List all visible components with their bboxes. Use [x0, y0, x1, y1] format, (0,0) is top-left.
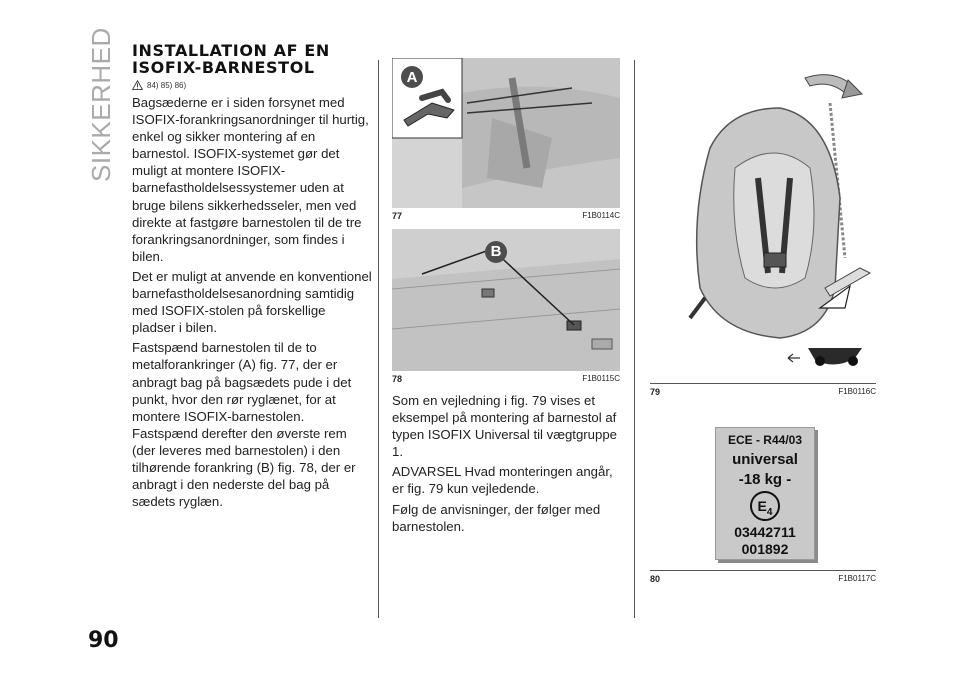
ece-regulation: ECE - R44/03: [727, 433, 803, 447]
paragraph: Som en vejledning i fig. 79 vises et eksempel på montering af barnestol af typen ISOFIX Universal til vægtgruppe 1.: [392, 393, 618, 460]
figure-78-top-tether-anchor: [392, 229, 620, 371]
ece-approval-number: 03442711: [734, 524, 796, 540]
figure-code: F1B0117C: [838, 574, 876, 583]
figure-number: 78: [392, 374, 403, 384]
section-title-line1: INSTALLATION AF EN: [132, 41, 330, 60]
section-tab-label: SIKKERHED: [86, 27, 116, 182]
paragraph: ADVARSEL Hvad monteringen angår, er fig. 79 kun vejledende.: [392, 464, 613, 497]
isofix-anchor-illustration: [392, 58, 620, 208]
figure-77-isofix-anchors: [392, 58, 620, 208]
ece-weight: -18 kg -: [738, 471, 792, 488]
figure-column: [392, 58, 620, 538]
paragraph: Det er muligt at anvende en konventionel barnefastholdelsesanordning samtidig med ISOFIX-stolen på forskellige pladser i bilen.: [132, 268, 372, 336]
figure-number: 77: [392, 211, 403, 221]
figure-caption: [650, 570, 876, 584]
callout-b: B: [490, 243, 502, 260]
ece-e-mark: [750, 491, 780, 521]
section-tab: [86, 27, 116, 182]
callout-a: A: [406, 69, 418, 86]
section-title: [132, 42, 372, 76]
section-title-line2: ISOFIX-BARNESTOL: [132, 58, 315, 77]
figure-column-right: [650, 58, 876, 405]
figure-79-child-seat: [650, 58, 876, 380]
paragraph: Fastspænd barnestolen til de to metalforankringer (A) fig. 77, der er anbragt bag på bagsædets pude i det punkt, hvor den rør ryglænet, for at montere ISOFIX-barnestolen. Fastspænd derefter den øverste rem (der leveres med barnestolen) i den tilhørende forankring (B) fig. 78, der er anbragt i den nederste del bag på sædets ryglæn.: [132, 340, 356, 510]
ece-mark-number: 4: [766, 506, 773, 518]
warning-references: [132, 80, 372, 90]
warning-triangle-icon: [132, 80, 143, 90]
figure-code: F1B0115C: [582, 374, 620, 383]
figure-code: F1B0114C: [582, 211, 620, 220]
ece-serial-number: 001892: [741, 541, 789, 557]
column-divider-1: [378, 60, 379, 618]
figure-caption: [392, 211, 620, 221]
figure-number: 80: [650, 574, 661, 584]
paragraph: Følg de anvisninger, der følger med barnestolen.: [392, 501, 601, 534]
figure-caption: [650, 383, 876, 397]
paragraph: Bagsæderne er i siden forsynet med ISOFIX-forankringsanordninger til hurtig, enkel og sikker montering af en barnestol. ISOFIX-systemet gør det muligt at montere ISOFIX-barnefastholdelsessystemer uden at bruge bilens sikkerhedsseler, men ved direkte at fastgøre barnestolen til de tre forankringsanordninger, som findes i bilen.: [132, 95, 369, 264]
ece-category: universal: [732, 451, 798, 468]
page-number: 90: [88, 628, 119, 653]
figure-code: F1B0116C: [838, 387, 876, 396]
ece-approval-label: [715, 427, 815, 560]
child-seat-illustration: [650, 58, 876, 380]
warning-ref-numbers: 84) 85) 86): [147, 80, 187, 90]
column-divider-2: [634, 60, 635, 618]
text-column-1: [132, 42, 372, 513]
ece-mark-letter: E: [757, 498, 767, 514]
figure-caption: [392, 374, 620, 384]
figure-number: 79: [650, 387, 661, 397]
